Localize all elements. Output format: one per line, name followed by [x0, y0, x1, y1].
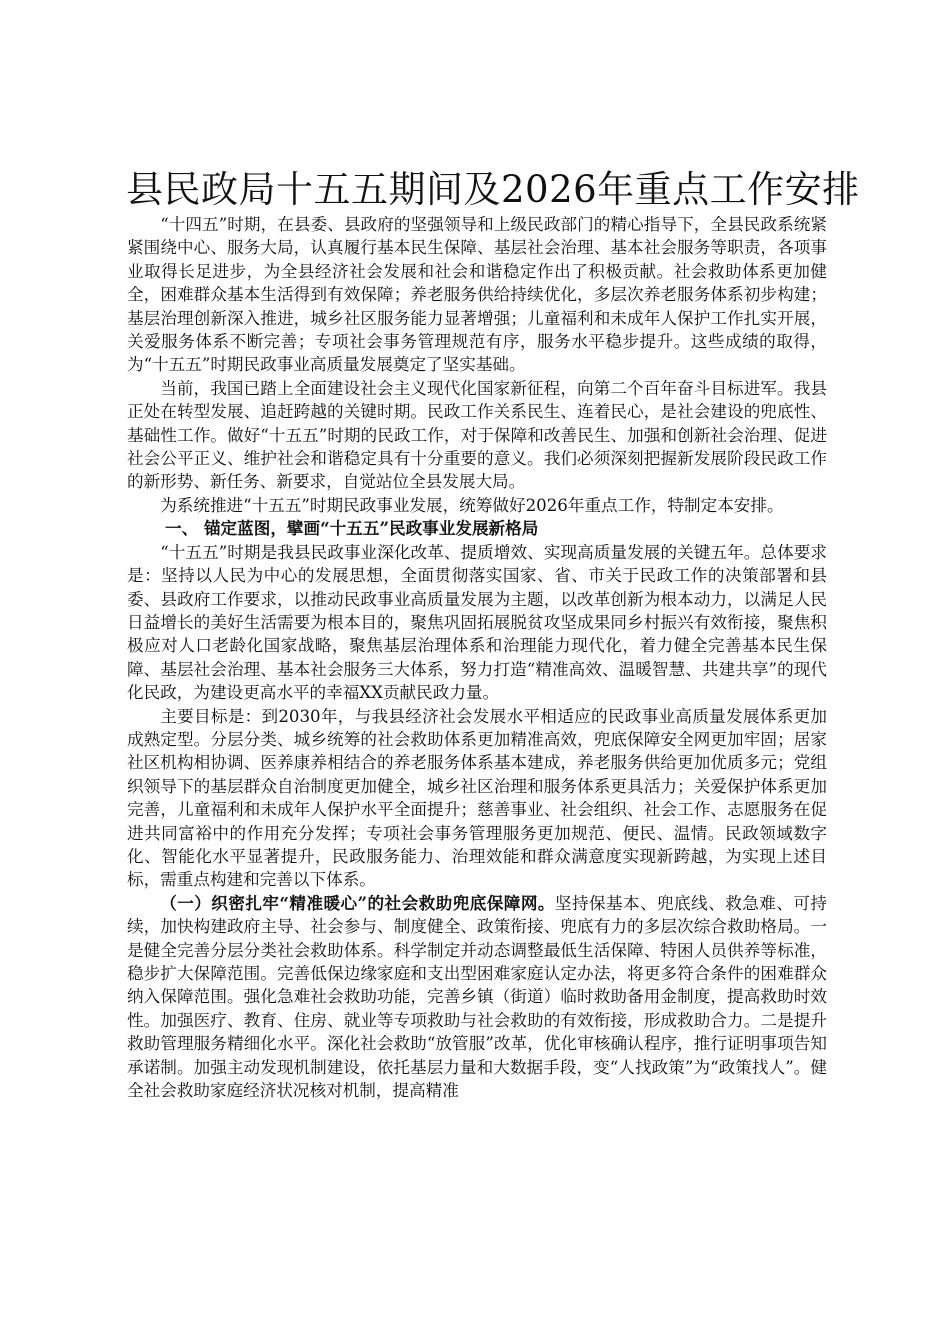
intro-paragraph-2: 当前，我国已踏上全面建设社会主义现代化国家新征程，向第二个百年奋斗目标进军。我县正处在转型发展、追赶跨越的关键时期。民政工作关系民生、连着民心，是社会建设的兜底性、基础性工作。做好“十五五”时期的民政工作，对于保障和改善民生、加强和创新社会治理、促进社会公平正义、维护社会和谐稳定具有十分重要的意义。我们必须深刻把握新发展阶段民政工作的新形势、新任务、新要求，自觉站位全县发展大局。	[127, 378, 827, 492]
document-body	[127, 213, 827, 1102]
intro-paragraph-3: 为系统推进“十五五”时期民政事业发展，统筹做好2026年重点工作，特制定本安排。	[160, 495, 784, 515]
section-1-paragraph-2: 主要目标是：到2030年，与我县经济社会发展水平相适应的民政事业高质量发展体系更加成熟定型。分层分类、城乡统筹的社会救助体系更加精准高效，兜底保障安全网更加牢固；居家社区机构相协调、医养康养相结合的养老服务体系基本建成，养老服务供给更加优质多元；党组织领导下的基层群众自治制度更加健全，城乡社区治理和服务体系更具活力；关爱保护体系更加完善，儿童福利和未成年人保护水平全面提升；慈善事业、社会组织、社会工作、志愿服务在促进共同富裕中的作用充分发挥；专项社会事务管理服务更加规范、便民、温情。民政领域数字化、智能化水平显著提升，民政服务能力、治理效能和群众满意度实现新跨越，为实现上述目标，需重点构建和完善以下体系。	[127, 706, 827, 890]
subsection-1-text: 坚持保基本、兜底线、救急难、可持续，加快构建政府主导、社会参与、制度健全、政策衔接、兜底有力的多层次综合救助格局。一是健全完善分层分类社会救助体系。科学制定并动态调整最低生活保障、特困人员供养等标准，稳步扩大保障范围。完善低保边缘家庭和支出型困难家庭认定办法，将更多符合条件的困难群众纳入保障范围。强化急难社会救助功能，完善乡镇（街道）临时救助备用金制度，提高救助时效性。加强医疗、教育、住房、就业等专项救助与社会救助的有效衔接，形成救助合力。二是提升救助管理服务精细化水平。深化社会救助“放管服”改革，优化审核确认程序，推行证明事项告知承诺制。加强主动发现机制建设，依托基层力量和大数据手段，变“人找政策”为“政策找人”。健全社会救助家庭经济状况核对机制，提高精准	[127, 893, 828, 1101]
subsection-1-lead: （一）织密扎牢“精准暖心”的社会救助兜底保障网。	[160, 892, 555, 913]
subsection-1-paragraph	[127, 892, 827, 1103]
intro-paragraph-1: “十四五”时期，在县委、县政府的坚强领导和上级民政部门的精心指导下，全县民政系统紧紧围绕中心、服务大局，认真履行基本民生保障、基层社会治理、基本社会服务等职责，各项事业取得长足进步，为全县经济社会发展和社会和谐稳定作出了积极贡献。社会救助体系更加健全，困难群众基本生活得到有效保障；养老服务供给持续优化，多层次养老服务体系初步构建；基层治理创新深入推进，城乡社区服务能力显著增强；儿童福利和未成年人保护工作扎实开展，关爱服务体系不断完善；专项社会事务管理规范有序，服务水平稳步提升。这些成绩的取得，为“十五五”时期民政事业高质量发展奠定了坚实基础。	[127, 215, 827, 375]
section-1-heading: 一、 锚定蓝图，擘画“十五五”民政事业发展新格局	[165, 518, 539, 539]
section-1-paragraph-1: “十五五”时期是我县民政事业深化改革、提质增效、实现高质量发展的关键五年。总体要求是：坚持以人民为中心的发展思想，全面贯彻落实国家、省、市关于民政工作的决策部署和县委、县政府工作要求，以推动民政事业高质量发展为主题，以改革创新为根本动力，以满足人民日益增长的美好生活需要为根本目的，聚焦巩固拓展脱贫攻坚成果同乡村振兴有效衔接，聚焦积极应对人口老龄化国家战略，聚焦基层治理体系和治理能力现代化，着力健全完善基本民生保障、基层社会治理、基本社会服务三大体系，努力打造“精准高效、温暖智慧、共建共享”的现代化民政，为建设更高水平的幸福XX贡献民政力量。	[127, 542, 827, 703]
document-title: 县民政局十五五期间及2026年重点工作安排	[126, 168, 860, 211]
